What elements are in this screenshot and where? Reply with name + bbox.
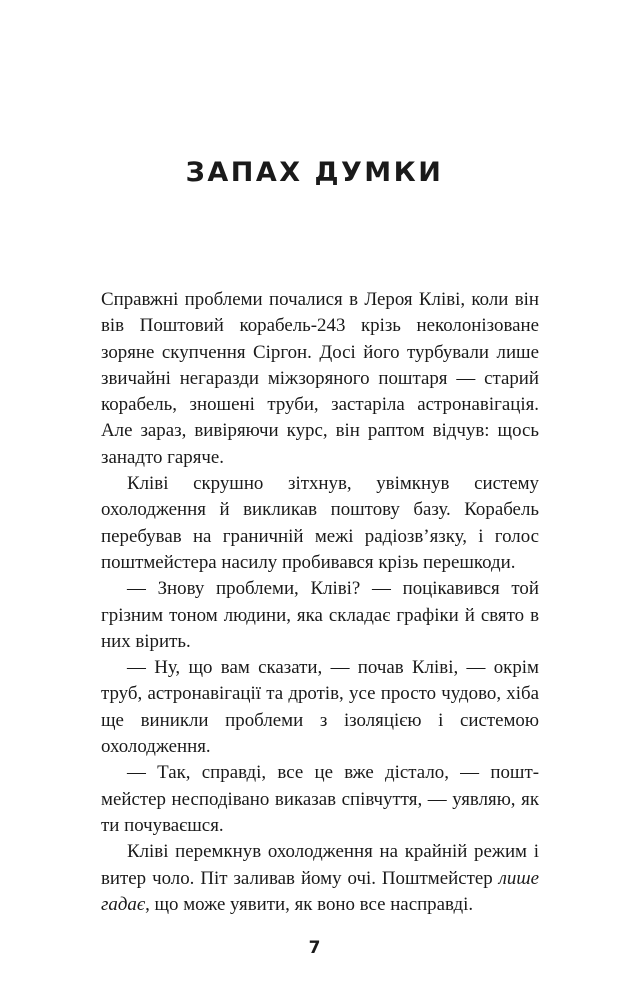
paragraph-text: , що може уявити, як воно все насправді. — [145, 893, 474, 915]
paragraph — [101, 655, 539, 760]
paragraph-text: — Ну, що вам сказати, — почав Кліві, — окрім труб, астронавігації та дротів, усе просто чудово, хіба ще виникли проблеми з ізоляцією і системою охолодження. — [101, 657, 539, 758]
paragraph — [101, 287, 539, 471]
paragraph-text: — Знову проблеми, Кліві? — поцікавився той грізним тоном людини, яка складає графіки й свято в них вірить. — [101, 578, 539, 652]
paragraph — [101, 471, 539, 576]
paragraph — [101, 839, 539, 918]
chapter-title: ЗАПАХ ДУМКИ — [185, 157, 444, 188]
paragraph-text: Кліві перемкнув охолодження на крайній режим і витер чоло. Піт заливав йому очі. Поштмейстер — [101, 841, 539, 889]
paragraph — [101, 576, 539, 655]
chapter-body — [101, 287, 539, 918]
paragraph-text: — Так, справді, все це вже дістало, — поштмейстер несподівано виказав співчуття, — уявляю, як ти почуваєшся. — [101, 762, 539, 836]
paragraph-text: Справжні проблеми почалися в Лероя Кліві, коли він вів Поштовий корабель-243 крізь неколонізоване зоряне скупчення Сіргон. Досі його турбували лише звичайні негаразди міжзоряного поштаря — старий корабель, зношені труби, застаріла астронавігація. Але зараз, вивіряючи курс, він раптом відчув: щось занадто гаряче. — [101, 289, 539, 468]
page-number: 7 — [308, 938, 321, 958]
paragraph-text: Кліві скрушно зітхнув, увімкнув систему охолодження й викликав поштову базу. Корабель перебував на граничній межі радіозв’язку, і голос поштмейстера насилу пробивався крізь перешкоди. — [101, 473, 539, 573]
paragraph — [101, 760, 539, 839]
emphasis-text: лише гадає — [101, 867, 539, 915]
